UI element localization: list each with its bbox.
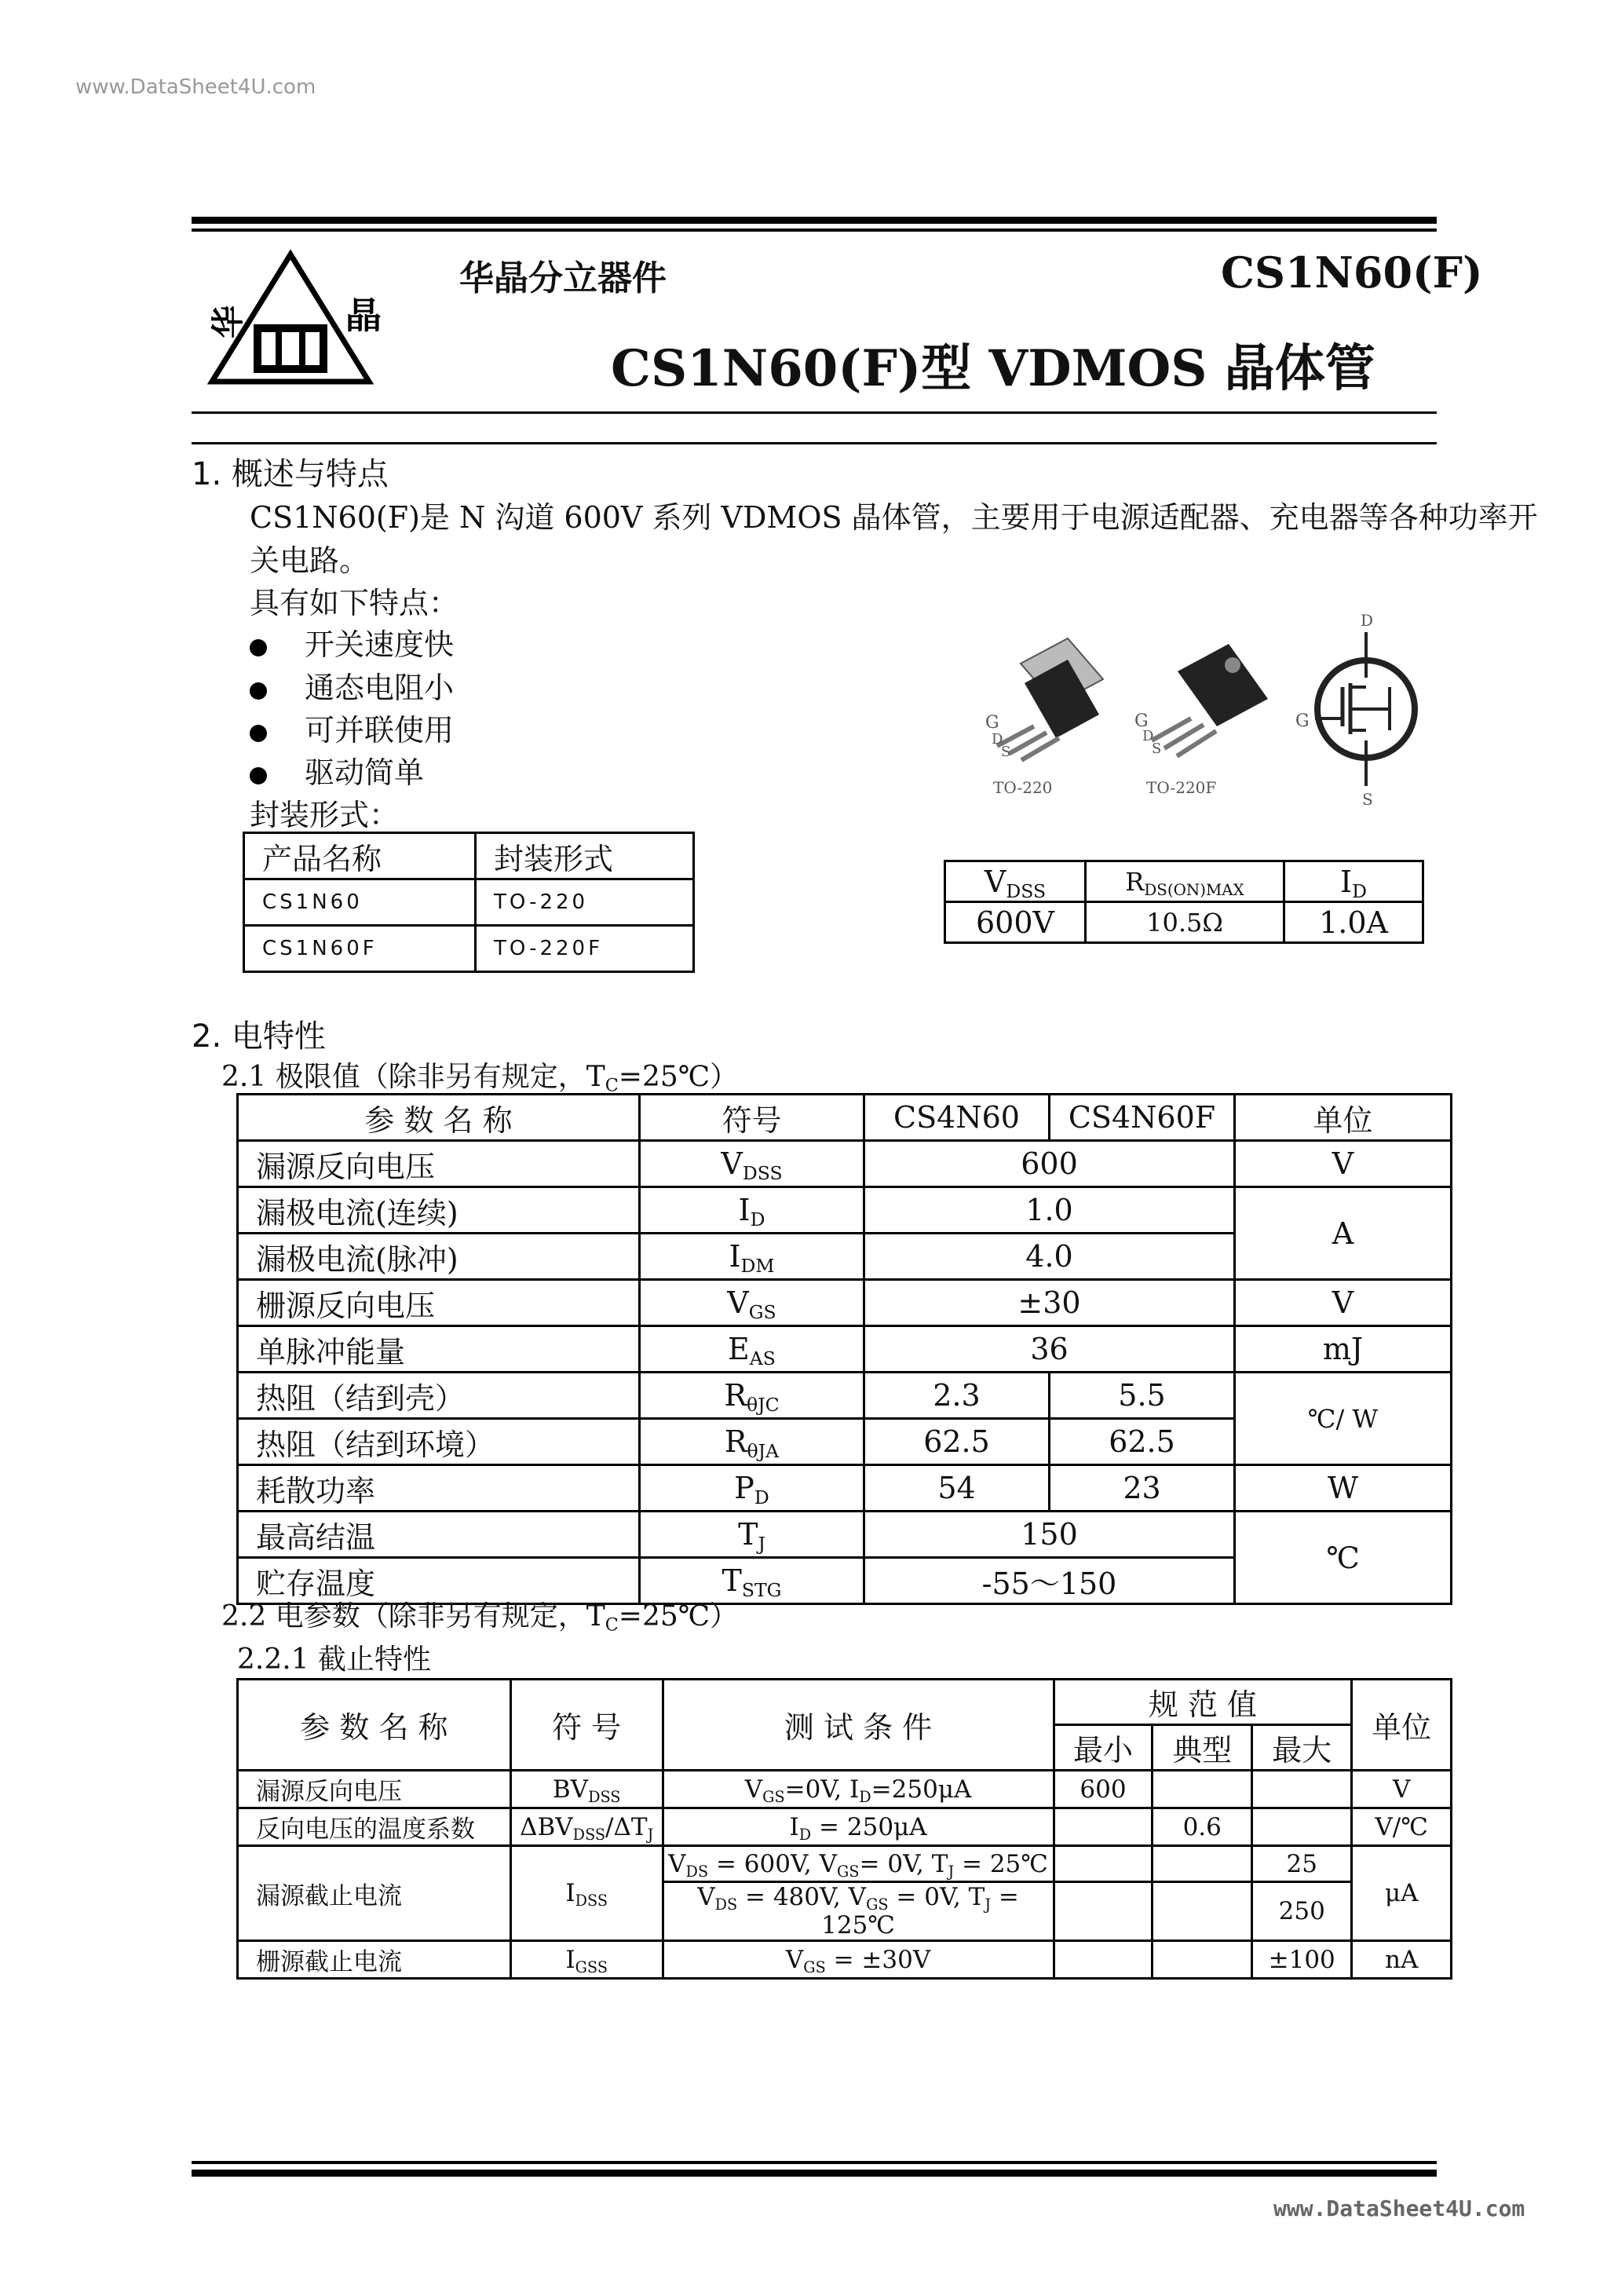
table-row	[244, 833, 694, 879]
table-cell: 10.5Ω	[1086, 902, 1284, 943]
bullet-icon	[250, 767, 267, 784]
max-ratings-table	[236, 1093, 1452, 1605]
table-cell: V/℃	[1352, 1808, 1452, 1846]
svg-text:晶: 晶	[345, 294, 382, 337]
feature-label: 驱动简单	[305, 755, 425, 790]
table-row	[244, 879, 694, 926]
table-row	[238, 1373, 1452, 1419]
brand-name: 华晶分立器件	[459, 258, 667, 298]
bullet-icon	[250, 725, 267, 742]
table-cell: $I_D = 250\mu A$	[663, 1808, 1054, 1846]
pin-label-d: D	[1142, 728, 1154, 744]
table-cell: $V_{GS}$	[640, 1280, 864, 1326]
footer-rule-thin	[192, 2161, 1437, 2164]
table-cell: 4.0	[864, 1234, 1235, 1280]
part-number: CS1N60(F)	[1221, 247, 1483, 298]
table-header: 符号	[640, 1095, 864, 1141]
table-cell: mJ	[1235, 1326, 1452, 1373]
table-cell: $T_J$	[640, 1512, 864, 1558]
table-header: 单位	[1235, 1095, 1452, 1141]
table-row	[945, 902, 1423, 943]
table-cell: 反向电压的温度系数	[238, 1808, 511, 1846]
table-cell: V	[1235, 1141, 1452, 1187]
feature-label: 开关速度快	[305, 627, 455, 662]
cutoff-table	[236, 1678, 1452, 1980]
package-figure	[946, 609, 1448, 813]
table-cell: μA	[1352, 1846, 1452, 1941]
table-cell: $BV_{DSS}$	[510, 1771, 663, 1808]
table-cell: ℃	[1235, 1512, 1452, 1604]
table-header: CS4N60	[864, 1095, 1050, 1141]
pin-label-d: D	[992, 731, 1003, 748]
table-row	[238, 1680, 1452, 1725]
table-header: 单位	[1352, 1680, 1452, 1771]
watermark-bottom[interactable]: www.DataSheet4U.com	[1273, 2195, 1525, 2221]
table-cell: $I_D$	[640, 1187, 864, 1234]
subsection-2-2: 2.2 电参数（除非另有规定，$T_C=25℃$）	[221, 1600, 739, 1636]
table-cell	[1252, 1808, 1352, 1846]
table-cell: $T_{STG}$	[640, 1558, 864, 1604]
table-cell: 600V	[945, 902, 1086, 943]
table-cell: $R_{\theta JC}$	[640, 1373, 864, 1419]
table-cell: $P_D$	[640, 1465, 864, 1512]
table-cell: 62.5	[864, 1419, 1050, 1465]
table-cell: 250	[1252, 1882, 1352, 1941]
header-rule-1	[192, 411, 1437, 414]
table-cell: TO-220	[476, 879, 694, 926]
table-cell: 25	[1252, 1846, 1352, 1882]
table-cell: $I_{DM}$	[640, 1234, 864, 1280]
table-cell: $\Delta BV_{DSS}/\Delta T_J$	[510, 1808, 663, 1846]
pin-label-g: G	[1134, 711, 1149, 731]
mosfet-symbol-icon	[1315, 632, 1415, 786]
table-cell	[1054, 1808, 1153, 1846]
table-cell: 单脉冲能量	[238, 1326, 640, 1373]
table-cell: $I_{GSS}$	[510, 1941, 663, 1979]
table-row	[238, 1941, 1452, 1979]
table-row	[238, 1326, 1452, 1373]
table-cell: ℃/ W	[1235, 1373, 1452, 1465]
company-logo	[196, 250, 385, 387]
section-2-heading: 2. 电特性	[192, 1018, 326, 1055]
table-row	[238, 1141, 1452, 1187]
table-header: 产品名称	[244, 833, 476, 879]
table-cell: CS1N60	[244, 879, 476, 926]
table-cell	[1054, 1882, 1153, 1941]
table-cell: 漏源截止电流	[238, 1846, 511, 1941]
features-intro: 具有如下特点：	[250, 586, 459, 620]
table-cell: 150	[864, 1512, 1235, 1558]
feature-item	[250, 706, 454, 749]
table-cell	[1252, 1771, 1352, 1808]
table-header: $V_{DSS}$	[945, 861, 1086, 902]
feature-label: 通态电阻小	[305, 671, 455, 705]
table-header: 规 范 值	[1054, 1680, 1352, 1725]
symbol-label-s: S	[1362, 790, 1373, 809]
table-cell: $V_{DSS}$	[640, 1141, 864, 1187]
table-cell: $V_{DS} = 480V$, $V_{GS} = 0V$, $T_J$ = 125℃	[663, 1882, 1054, 1941]
table-header: 符 号	[510, 1680, 663, 1771]
table-cell: $V_{GS}=0V$, $I_D=250\mu A$	[663, 1771, 1054, 1808]
table-cell: CS1N60F	[244, 926, 476, 972]
table-cell: 漏源反向电压	[238, 1141, 640, 1187]
feature-item	[250, 620, 454, 664]
to220f-package-icon	[1152, 644, 1268, 756]
table-cell	[1054, 1941, 1153, 1979]
table-cell	[1153, 1771, 1252, 1808]
table-cell: $I_{DSS}$	[510, 1846, 663, 1941]
feature-item	[250, 748, 424, 792]
table-cell: 1.0	[864, 1187, 1235, 1234]
subsection-2-2-1: 2.2.1 截止特性	[237, 1643, 432, 1676]
feature-label: 可并联使用	[305, 713, 455, 748]
logo-mark	[196, 250, 385, 387]
table-cell: 600	[864, 1141, 1235, 1187]
table-cell: 54	[864, 1465, 1050, 1512]
table-row	[244, 926, 694, 972]
bullet-icon	[250, 639, 267, 656]
table-row	[238, 1187, 1452, 1234]
header-rule-2	[192, 442, 1437, 444]
section-1-heading: 1. 概述与特点	[192, 456, 389, 492]
feature-item	[250, 664, 454, 707]
table-header: $R_{DS(ON)MAX}$	[1086, 861, 1284, 902]
table-cell: -55～150	[864, 1558, 1235, 1604]
table-row	[238, 1846, 1452, 1882]
package-intro: 封装形式：	[250, 798, 400, 832]
table-cell: 漏极电流(脉冲)	[238, 1234, 640, 1280]
bullet-icon	[250, 682, 267, 700]
package-table	[243, 832, 695, 973]
table-cell: 最高结温	[238, 1512, 640, 1558]
pin-label-s: S	[1152, 740, 1162, 757]
table-cell: 贮存温度	[238, 1558, 640, 1604]
to220-package-icon	[997, 638, 1103, 760]
table-cell: 1.0A	[1284, 902, 1423, 943]
table-row	[238, 1808, 1452, 1846]
table-cell: 漏源反向电压	[238, 1771, 511, 1808]
overview-text: CS1N60(F)是 N 沟道 600V 系列 VDMOS 晶体管，主要用于电源适配器、充电器等各种功率开	[250, 500, 1538, 535]
table-row	[238, 1771, 1452, 1808]
table-header: 参 数 名 称	[238, 1680, 511, 1771]
table-header: 封装形式	[476, 833, 694, 879]
table-header: $I_D$	[1284, 861, 1423, 902]
table-cell: 5.5	[1050, 1373, 1235, 1419]
transistor-packages-image	[946, 609, 1448, 813]
table-cell: A	[1235, 1187, 1452, 1280]
table-cell: 23	[1050, 1465, 1235, 1512]
table-cell: 耗散功率	[238, 1465, 640, 1512]
subsection-2-1: 2.1 极限值（除非另有规定，$T_C=25℃$）	[221, 1061, 739, 1096]
table-row	[238, 1280, 1452, 1326]
table-row	[945, 861, 1423, 902]
table-cell: 0.6	[1153, 1808, 1252, 1846]
table-header: 参 数 名 称	[238, 1095, 640, 1141]
table-header: 测 试 条 件	[663, 1680, 1054, 1771]
table-cell: nA	[1352, 1941, 1452, 1979]
table-cell	[1153, 1941, 1252, 1979]
top-rule-thick	[192, 217, 1437, 224]
package-label-to220: TO-220	[993, 778, 1053, 797]
table-header: CS4N60F	[1050, 1095, 1235, 1141]
table-cell	[1153, 1882, 1252, 1941]
overview-text-cont: 关电路。	[250, 543, 370, 578]
table-cell: 36	[864, 1326, 1235, 1373]
top-rule-thin	[192, 229, 1437, 232]
table-row	[238, 1095, 1452, 1141]
table-cell: W	[1235, 1465, 1452, 1512]
footer-rule-thick	[192, 2170, 1437, 2177]
table-cell: 2.3	[864, 1373, 1050, 1419]
table-cell: $E_{AS}$	[640, 1326, 864, 1373]
table-cell	[1054, 1846, 1153, 1882]
table-row	[238, 1512, 1452, 1558]
table-cell: 热阻（结到环境）	[238, 1419, 640, 1465]
table-header: 最大	[1252, 1725, 1352, 1771]
pin-label-g: G	[985, 713, 999, 733]
table-cell: 漏极电流(连续)	[238, 1187, 640, 1234]
symbol-label-d: D	[1361, 611, 1374, 630]
table-cell: V	[1235, 1280, 1452, 1326]
table-cell: $R_{\theta JA}$	[640, 1419, 864, 1465]
table-header: 典型	[1153, 1725, 1252, 1771]
table-cell: TO-220F	[476, 926, 694, 972]
table-cell	[1153, 1846, 1252, 1882]
watermark-top[interactable]: www.DataSheet4U.com	[75, 75, 316, 99]
table-row	[238, 1465, 1452, 1512]
summary-table	[944, 860, 1424, 944]
table-cell: V	[1352, 1771, 1452, 1808]
table-cell: 62.5	[1050, 1419, 1235, 1465]
table-cell: ±30	[864, 1280, 1235, 1326]
table-cell: 600	[1054, 1771, 1153, 1808]
pin-label-s: S	[1001, 744, 1011, 760]
page-title: CS1N60(F)型 VDMOS 晶体管	[611, 339, 1375, 398]
package-label-to220f: TO-220F	[1146, 778, 1217, 797]
table-cell: $V_{GS} = \pm 30V$	[663, 1941, 1054, 1979]
table-header: 最小	[1054, 1725, 1153, 1771]
table-cell: ±100	[1252, 1941, 1352, 1979]
table-cell: 栅源反向电压	[238, 1280, 640, 1326]
table-cell: $V_{DS} = 600V$, $V_{GS}= 0V$, $T_J$ = 25℃	[663, 1846, 1054, 1882]
table-cell: 热阻（结到壳）	[238, 1373, 640, 1419]
svg-text:华: 华	[209, 305, 247, 338]
table-cell: 栅源截止电流	[238, 1941, 511, 1979]
symbol-label-g: G	[1295, 711, 1310, 731]
